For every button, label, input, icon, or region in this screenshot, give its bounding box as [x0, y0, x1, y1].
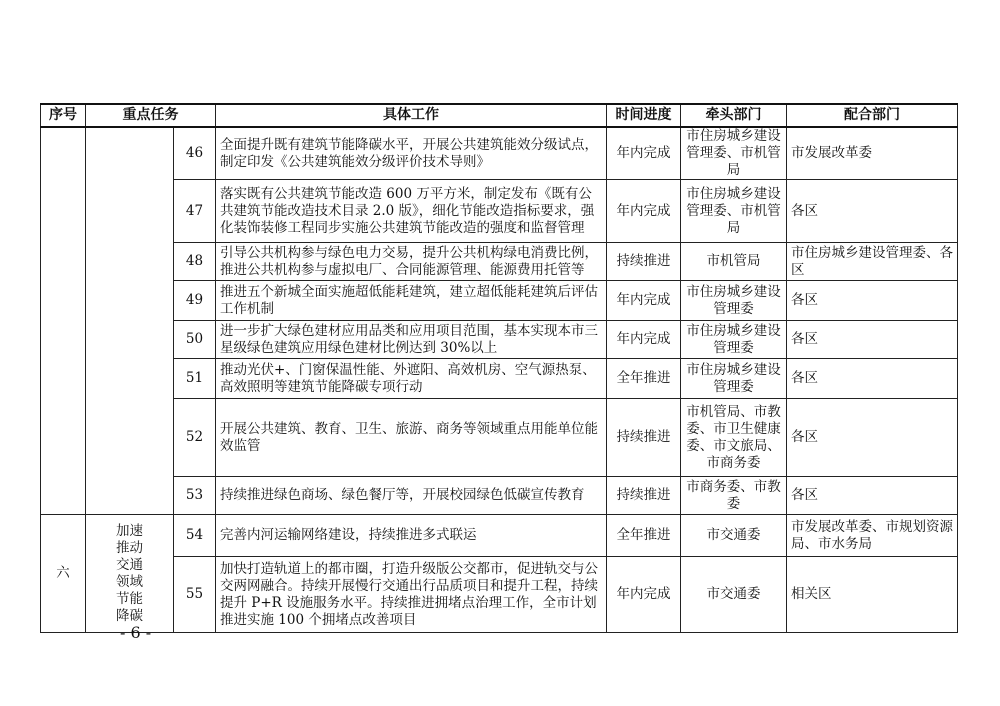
row-lead: 市住房城乡建设管理委	[681, 281, 787, 321]
row-coop: 相关区	[787, 557, 958, 633]
row-lead: 市机管局、市教委、市卫生健康委、市文旅局、市商务委	[681, 399, 787, 477]
row-time: 年内完成	[607, 127, 681, 180]
row-time: 全年推进	[607, 515, 681, 557]
header-lead: 牵头部门	[681, 104, 787, 127]
row-work: 推动光伏+、门窗保温性能、外遮阳、高效机房、空气源热泵、高效照明等建筑节能降碳专项行动	[216, 359, 607, 399]
row-work: 持续推进绿色商场、绿色餐厅等，开展校园绿色低碳宣传教育	[216, 477, 607, 515]
row-coop: 市发展改革委、市规划资源局、市水务局	[787, 515, 958, 557]
row-time: 持续推进	[607, 243, 681, 281]
row-num: 50	[174, 321, 216, 359]
row-num: 46	[174, 127, 216, 180]
row-time: 年内完成	[607, 557, 681, 633]
header-coop: 配合部门	[787, 104, 958, 127]
row-lead: 市住房城乡建设管理委	[681, 359, 787, 399]
row-work: 落实既有公共建筑节能改造 600 万平方米，制定发布《既有公共建筑节能改造技术目录 2.0 版》，细化节能改造指标要求，强化装饰装修工程同步实施公共建筑节能改造的强度和监督管理	[216, 180, 607, 243]
table-header-row	[41, 104, 958, 127]
header-work: 具体工作	[216, 104, 607, 127]
row-work: 全面提升既有建筑节能降碳水平，开展公共建筑能效分级试点，制定印发《公共建筑能效分级评价技术导则》	[216, 127, 607, 180]
section-task: 加速 推动 交通 领域 节能 降碳	[86, 515, 174, 633]
row-time: 年内完成	[607, 281, 681, 321]
header-time: 时间进度	[607, 104, 681, 127]
row-lead: 市住房城乡建设管理委	[681, 321, 787, 359]
row-lead: 市商务委、市教委	[681, 477, 787, 515]
row-lead: 市机管局	[681, 243, 787, 281]
row-work: 加快打造轨道上的都市圈，打造升级版公交都市，促进轨交与公交两网融合。持续开展慢行交通出行品质项目和提升工程，持续提升 P+R 设施服务水平。持续推进拥堵点治理工作，全市计划推进实施 100 个拥堵点改善项目	[216, 557, 607, 633]
row-work: 推进五个新城全面实施超低能耗建筑，建立超低能耗建筑后评估工作机制	[216, 281, 607, 321]
row-lead: 市住房城乡建设管理委、市机管局	[681, 180, 787, 243]
row-num: 55	[174, 557, 216, 633]
row-coop: 各区	[787, 477, 958, 515]
task-cell-empty	[86, 127, 174, 515]
row-coop: 各区	[787, 180, 958, 243]
header-seq: 序号	[41, 104, 86, 127]
table-row	[41, 557, 958, 633]
row-num: 48	[174, 243, 216, 281]
table-row	[41, 477, 958, 515]
row-work: 开展公共建筑、教育、卫生、旅游、商务等领域重点用能单位能效监管	[216, 399, 607, 477]
row-work: 引导公共机构参与绿色电力交易，提升公共机构绿电消费比例，推进公共机构参与虚拟电厂、合同能源管理、能源费用托管等	[216, 243, 607, 281]
row-time: 持续推进	[607, 477, 681, 515]
row-coop: 各区	[787, 359, 958, 399]
row-work: 进一步扩大绿色建材应用品类和应用项目范围，基本实现本市三星级绿色建筑应用绿色建材比例达到 30%以上	[216, 321, 607, 359]
row-coop: 各区	[787, 399, 958, 477]
row-num: 52	[174, 399, 216, 477]
table-row	[41, 243, 958, 281]
table-row	[41, 127, 958, 180]
table-row	[41, 281, 958, 321]
row-time: 持续推进	[607, 399, 681, 477]
row-coop: 市发展改革委	[787, 127, 958, 180]
seq-cell-empty	[41, 127, 86, 515]
row-num: 54	[174, 515, 216, 557]
row-lead: 市交通委	[681, 557, 787, 633]
row-num: 51	[174, 359, 216, 399]
table-row	[41, 359, 958, 399]
table-row	[41, 515, 958, 557]
row-num: 47	[174, 180, 216, 243]
section-seq: 六	[41, 515, 86, 633]
row-time: 年内完成	[607, 321, 681, 359]
row-num: 53	[174, 477, 216, 515]
row-coop: 各区	[787, 281, 958, 321]
task-table	[40, 103, 958, 633]
row-coop: 市住房城乡建设管理委、各区	[787, 243, 958, 281]
row-lead: 市交通委	[681, 515, 787, 557]
row-time: 全年推进	[607, 359, 681, 399]
row-coop: 各区	[787, 321, 958, 359]
row-lead: 市住房城乡建设管理委、市机管局	[681, 127, 787, 180]
table-row	[41, 321, 958, 359]
table-row	[41, 180, 958, 243]
header-task: 重点任务	[86, 104, 216, 127]
row-num: 49	[174, 281, 216, 321]
page-number: - 6 -	[120, 623, 152, 642]
row-work: 完善内河运输网络建设，持续推进多式联运	[216, 515, 607, 557]
table-row	[41, 399, 958, 477]
row-time: 年内完成	[607, 180, 681, 243]
